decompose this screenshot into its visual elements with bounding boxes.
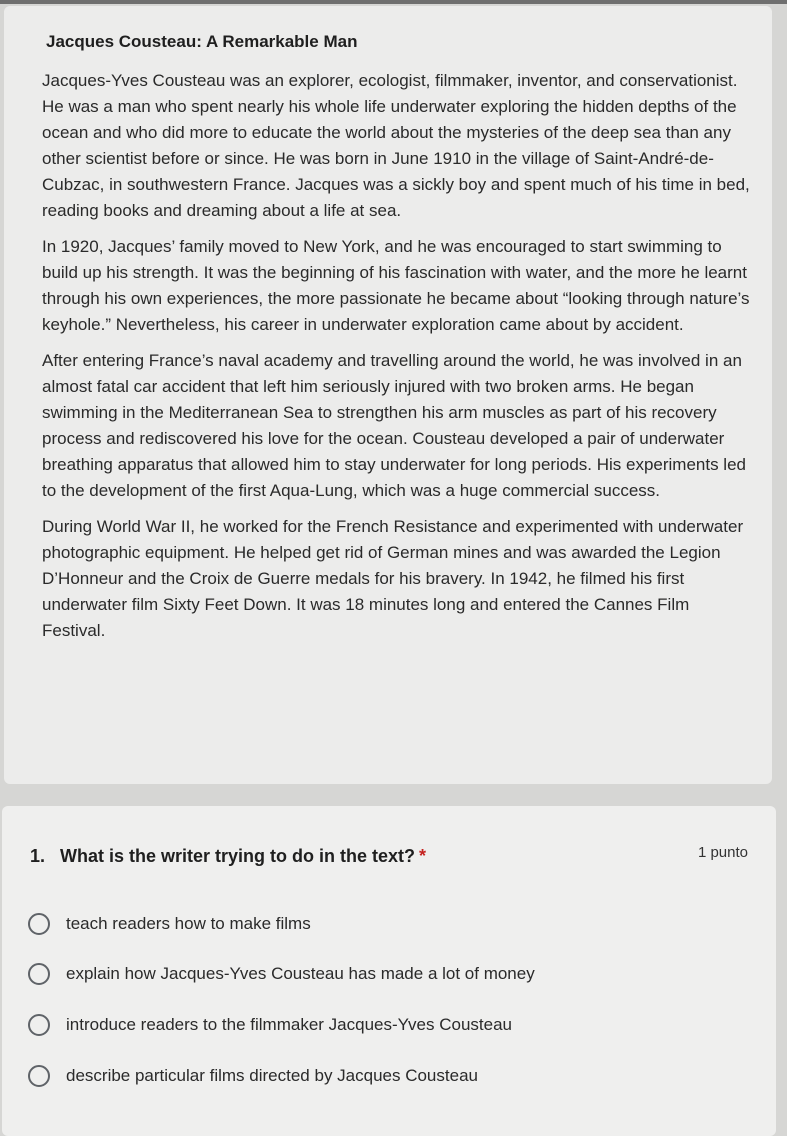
question-text: What is the writer trying to do in the text? bbox=[60, 846, 416, 866]
radio-button[interactable] bbox=[28, 963, 50, 985]
option-label[interactable]: explain how Jacques-Yves Cousteau has made a lot of money bbox=[66, 964, 535, 983]
radio-button[interactable] bbox=[28, 1065, 50, 1087]
option-2[interactable] bbox=[28, 959, 535, 989]
passage-paragraph-3: After entering France’s naval academy and travelling around the world, he was involved in an almost fatal car accident that left him seriously injured with two broken arms. He began swimming in the Mediterranean Sea to strengthen his arm muscles as part of his recovery process and rediscovered his love for the ocean. Cousteau developed a pair of underwater breathing apparatus that allowed him to stay underwater for long periods. His experiments led to the development of the first Aqua-Lung, which was a huge commercial success. bbox=[42, 351, 746, 500]
option-label[interactable]: teach readers how to make films bbox=[66, 914, 311, 933]
radio-button[interactable] bbox=[28, 913, 50, 935]
option-1[interactable] bbox=[28, 909, 311, 939]
top-bar bbox=[0, 0, 787, 4]
option-4[interactable] bbox=[28, 1061, 478, 1091]
radio-button[interactable] bbox=[28, 1014, 50, 1036]
option-label[interactable]: describe particular films directed by Jacques Cousteau bbox=[66, 1066, 478, 1085]
passage-title: Jacques Cousteau: A Remarkable Man bbox=[46, 32, 358, 51]
passage-paragraph-2: In 1920, Jacques’ family moved to New York, and he was encouraged to start swimming to build up his strength. It was the beginning of his fascination with water, and the more he learnt through his own experiences, the more passionate he became about “looking through nature’s keyhole.” Nevertheless, his career in underwater exploration came about by accident. bbox=[42, 237, 750, 334]
question-points: 1 punto bbox=[697, 844, 748, 861]
question-title bbox=[60, 846, 426, 867]
option-3[interactable] bbox=[28, 1010, 512, 1040]
option-label[interactable]: introduce readers to the filmmaker Jacques-Yves Cousteau bbox=[66, 1015, 513, 1034]
question-card bbox=[2, 806, 776, 1136]
reading-passage-card bbox=[4, 6, 772, 784]
question-number: 1. bbox=[30, 846, 46, 866]
required-marker: * bbox=[419, 846, 427, 866]
passage-paragraph-4: During World War II, he worked for the French Resistance and experimented with underwater photographic equipment. He helped get rid of German mines and was awarded the Legion D’Honneur and the Croix de Guerre medals for his bravery. In 1942, he filmed his first underwater film Sixty Feet Down. It was 18 minutes long and entered the Cannes Film Festival. bbox=[42, 517, 744, 640]
passage-paragraph-1: Jacques-Yves Cousteau was an explorer, ecologist, filmmaker, inventor, and conservationist. He was a man who spent nearly his whole life underwater exploring the hidden depths of the ocean and who did more to educate the world about the mysteries of the deep sea than any other scientist before or since. He was born in June 1910 in the village of Saint-André-de-Cubzac, in southwestern France. Jacques was a sickly boy and spent much of his time in bed, reading books and dreaming about a life at sea. bbox=[42, 71, 750, 220]
